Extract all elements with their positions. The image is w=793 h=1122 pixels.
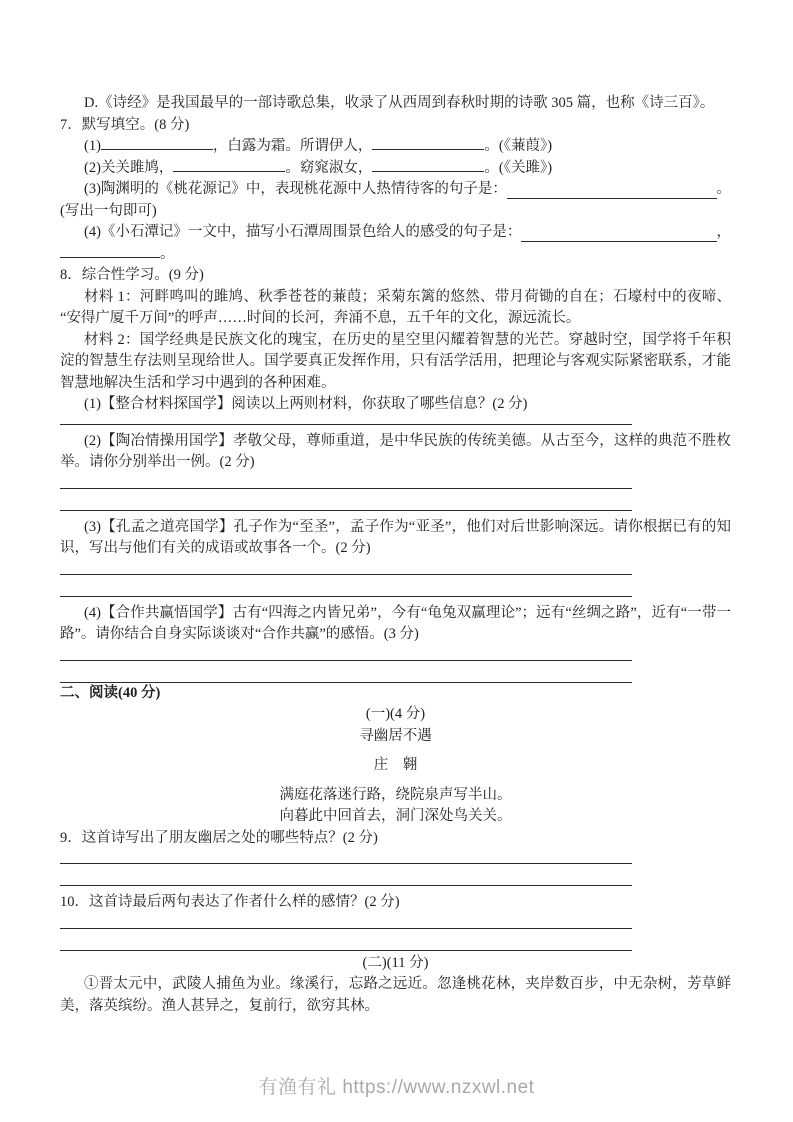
fill-blank — [60, 244, 160, 258]
q8-material-1: 材料 1：河畔鸣叫的雎鸠、秋季苍苍的蒹葭；采菊东篱的悠然、带月荷锄的自在；石壕村中的夜啼、“安得广厦千万间”的呼声……时间的长河，奔涌不息，五千年的文化，源远流长。 — [60, 288, 731, 326]
fill-blank — [101, 136, 213, 150]
answer-line — [60, 849, 632, 864]
q7-item-4: (4)《小石潭记》一文中，描写小石潭周围景色给人的感受的句子是： ， — [84, 224, 731, 240]
section-2-title: 二、阅读(40 分) — [60, 684, 161, 701]
answer-line — [60, 864, 632, 886]
q7-item-3-note: (写出一句即可) — [60, 202, 157, 219]
answer-line — [60, 661, 632, 683]
answer-line — [60, 929, 632, 951]
q7-item-3: (3)陶渊明的《桃花源记》中，表现桃花源中人热情待客的句子是： 。 — [84, 181, 731, 197]
q8-material-2: 材料 2：国学经典是民族文化的瑰宝，在历史的星空里闪耀着智慧的光芒。穿越时空，国学将千年积淀的智慧生存法则呈现给世人。国学要真正发挥作用，只有活学活用，把理论与客观实际紧密联系，才能智慧地解决生活和学习中遇到的各种困难。 — [60, 331, 731, 391]
poem-author: 庄 翱 — [373, 757, 418, 773]
answer-line — [60, 646, 632, 661]
question-7-title: 7．默写填空。(8 分) — [60, 116, 190, 133]
poem-title: 寻幽居不遇 — [359, 727, 432, 744]
q8-item-3: (3)【孔孟之道亮国学】孔子作为“至圣”，孟子作为“亚圣”，他们对后世影响深远。请你根据已有的知识，写出与他们有关的成语或故事各一个。(2 分) — [60, 518, 731, 556]
answer-line — [60, 489, 632, 511]
question-9: 9．这首诗写出了朋友幽居之处的哪些特点？(2 分) — [60, 829, 378, 846]
answer-line — [60, 474, 632, 489]
fill-blank — [372, 136, 484, 150]
option-d-line — [60, 93, 731, 115]
part-1-label: (一)(4 分) — [365, 706, 426, 722]
question-8-title: 8．综合性学习。(9 分) — [60, 267, 204, 283]
watermark-text: 有渔有礼 https://www.nzxwl.net — [258, 1077, 535, 1098]
fill-blank — [372, 158, 484, 172]
answer-line — [60, 914, 632, 929]
q7-item-1: (1) ，白露为霜。所谓伊人， 。(《蒹葭》) — [84, 138, 553, 154]
part-2-label: (二)(11 分) — [362, 954, 429, 971]
q7-item-2: (2)关关雎鸠， 。窈窕淑女， 。(《关雎》) — [84, 159, 553, 176]
q8-item-1: (1)【整合材料探国学】阅读以上两则材料，你获取了哪些信息？(2 分) — [84, 396, 528, 412]
q8-item-2: (2)【陶冶情操用国学】孝敬父母，尊师重道，是中华民族的传统美德。从古至今，这样的典范不胜枚举。请你分别举出一例。(2 分) — [60, 432, 731, 470]
answer-line — [60, 575, 632, 597]
watermark-footer — [0, 1072, 793, 1099]
answer-line — [60, 560, 632, 575]
fill-blank — [173, 158, 285, 172]
answer-line — [60, 416, 632, 425]
q8-item-4: (4)【合作共赢悟国学】古有“四海之内皆兄弟”，今有“龟兔双赢理论”；远有“丝绸之路”，近有“一带一路”。请你结合自身实际谈谈对“合作共赢”的感悟。(3 分) — [60, 604, 731, 642]
fill-blank — [507, 185, 717, 199]
fill-blank — [521, 228, 716, 242]
poem-line-1: 满庭花落迷行路，绕院泉声写半山。 — [279, 786, 512, 803]
question-10: 10．这首诗最后两句表达了作者什么样的感情？(2 分) — [60, 894, 400, 910]
option-d-text: D.《诗经》是我国最早的一部诗歌总集，收录了从西周到春秋时期的诗歌 305 篇，也称《诗三百》。 — [84, 95, 715, 111]
q7-item-4-continuation: 。 — [60, 244, 731, 266]
poem-line-2: 向暮此中回首去，洞门深处鸟关关。 — [279, 808, 512, 824]
passage-paragraph-1: ①晋太元中，武陵人捕鱼为业。缘溪行，忘路之远近。忽逢桃花林，夹岸数百步，中无杂树，芳草鲜美，落英缤纷。渔人甚异之，复前行，欲穷其林。 — [60, 976, 731, 1014]
